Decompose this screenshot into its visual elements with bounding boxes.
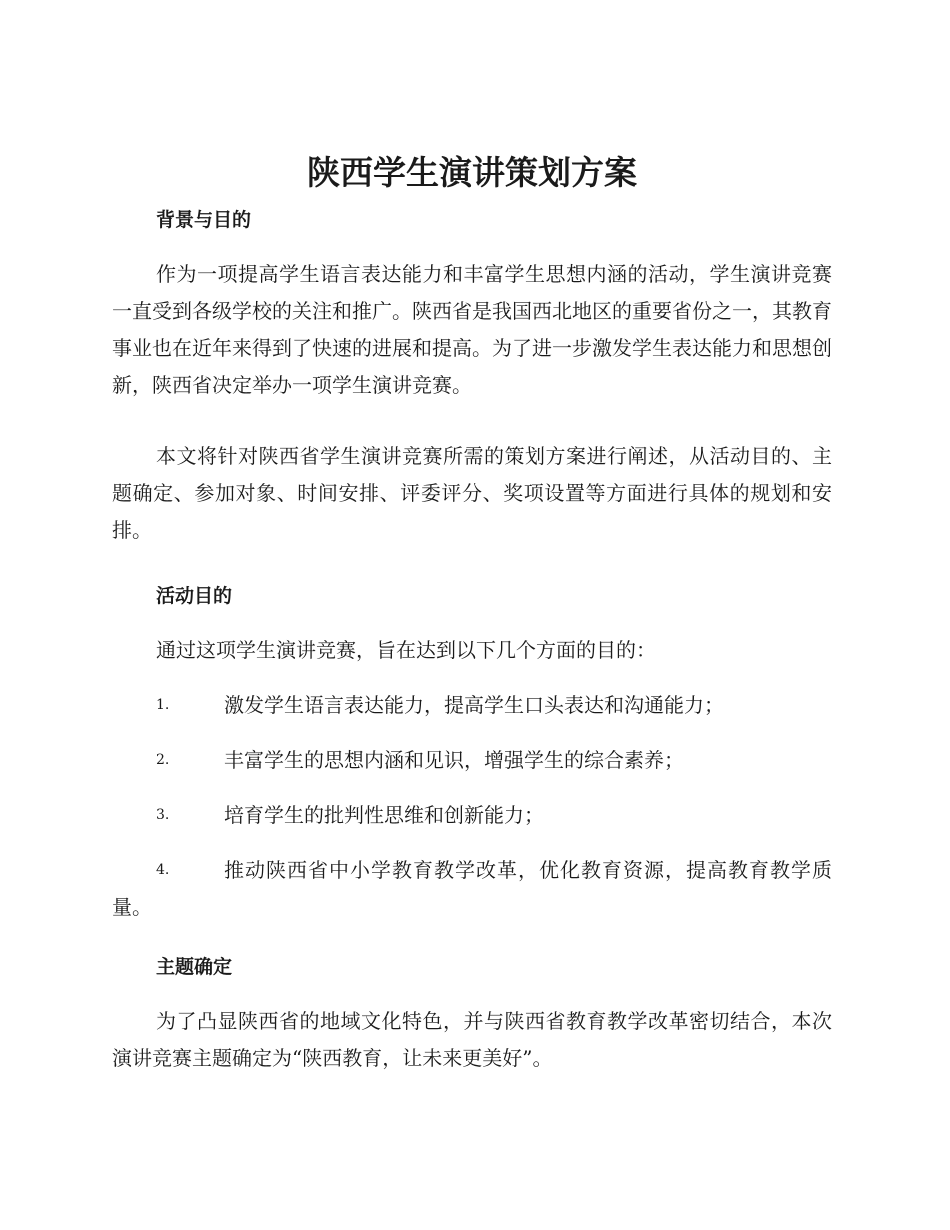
theme-paragraph: 为了凸显陕西省的地域文化特色，并与陕西省教育教学改革密切结合，本次演讲竞赛主题确定为“陕西教育，让未来更美好”。 (112, 1009, 832, 1070)
list-item-text: 丰富学生的思想内涵和见识，增强学生的综合素养； (224, 748, 684, 772)
background-paragraph-1: 作为一项提高学生语言表达能力和丰富学生思想内涵的活动，学生演讲竞赛一直受到各级学校的关注和推广。陕西省是我国西北地区的重要省份之一，其教育事业也在近年来得到了快速的进展和提高。为了进一步激发学生表达能力和思想创新，陕西省决定举办一项学生演讲竞赛。 (112, 262, 832, 397)
list-item (112, 797, 832, 834)
list-item-text: 培育学生的批判性思维和创新能力； (224, 803, 544, 827)
list-item (112, 687, 832, 724)
list-item-number: 1. (156, 697, 170, 713)
list-item-number: 2. (156, 752, 170, 768)
list-item-text: 推动陕西省中小学教育教学改革，优化教育资源，提高教育教学质量。 (112, 858, 832, 919)
section-heading-background: 背景与目的 (156, 209, 252, 231)
section-heading-purpose: 活动目的 (156, 585, 233, 607)
list-item-number: 4. (156, 862, 170, 878)
list-item-number: 3. (156, 807, 170, 823)
section-heading-theme: 主题确定 (156, 956, 233, 978)
list-item (112, 852, 832, 926)
document-title: 陕西学生演讲策划方案 (307, 153, 637, 192)
list-item (112, 742, 832, 779)
list-item-text: 激发学生语言表达能力，提高学生口头表达和沟通能力； (224, 693, 724, 717)
purpose-intro: 通过这项学生演讲竞赛，旨在达到以下几个方面的目的： (156, 638, 656, 662)
background-paragraph-2: 本文将针对陕西省学生演讲竞赛所需的策划方案进行阐述，从活动目的、主题确定、参加对象、时间安排、评委评分、奖项设置等方面进行具体的规划和安排。 (112, 444, 832, 542)
